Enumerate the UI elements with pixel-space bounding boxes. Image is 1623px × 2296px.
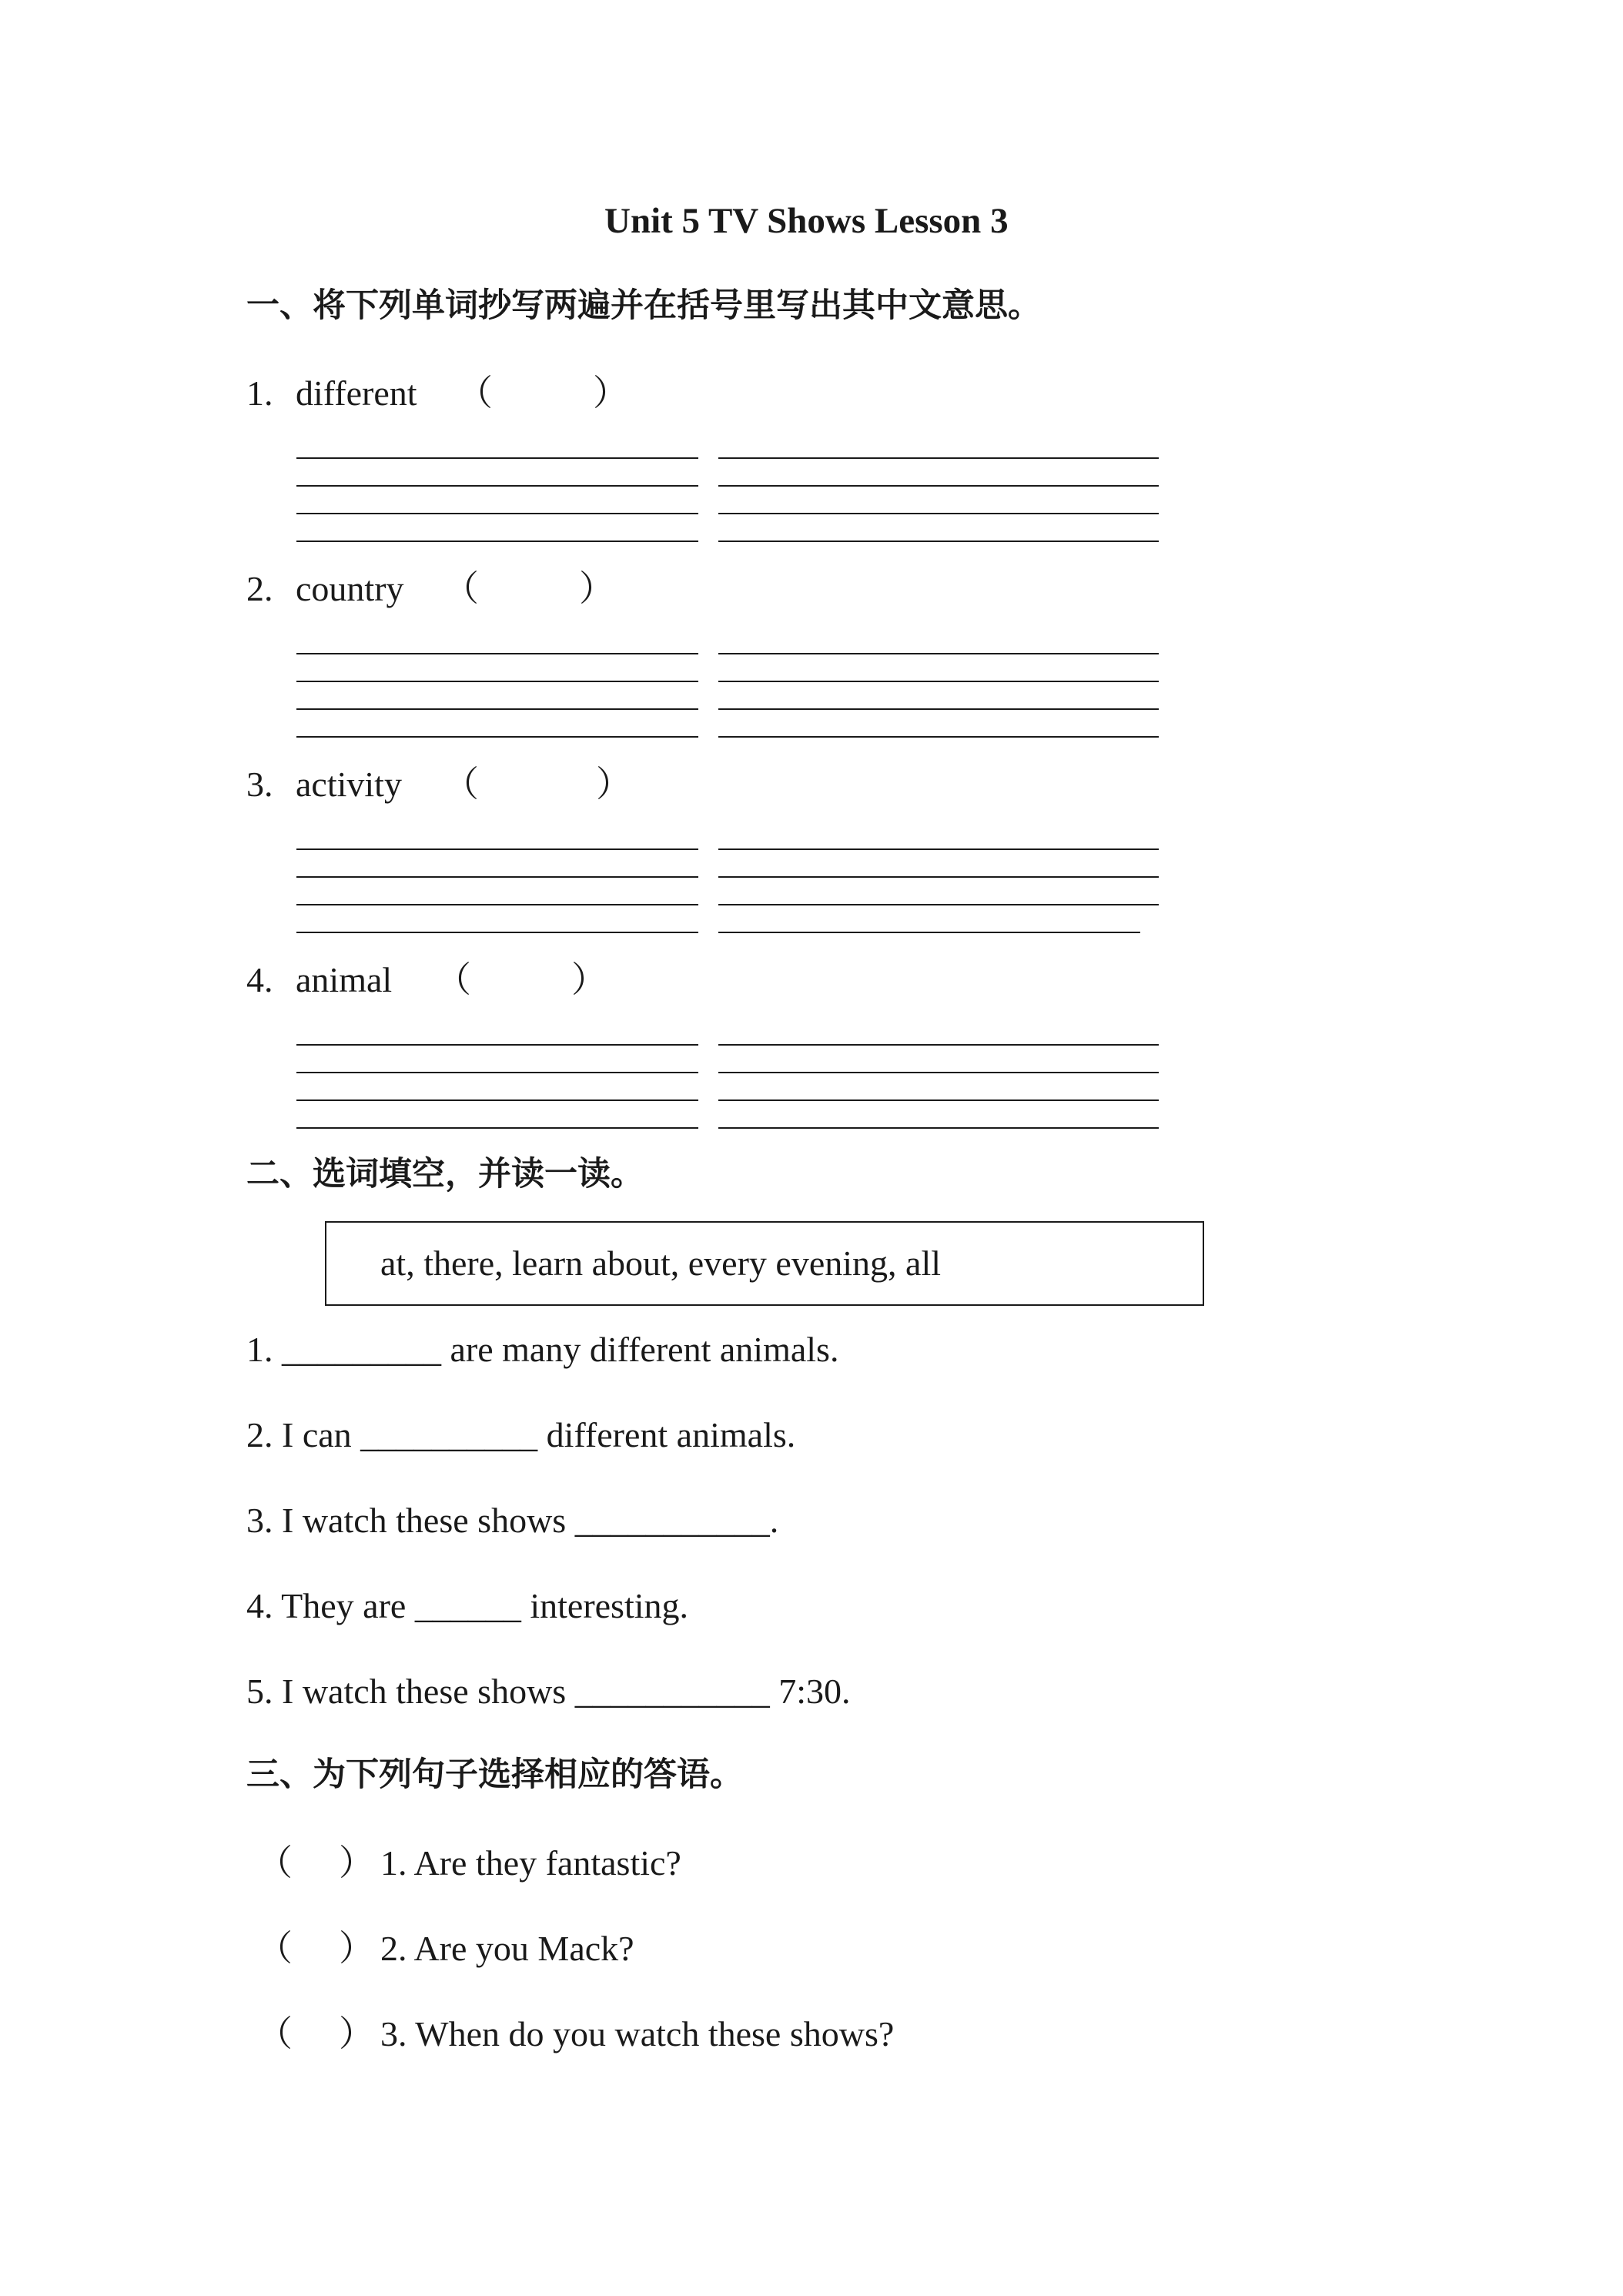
writing-line[interactable] bbox=[296, 1099, 698, 1101]
writing-line[interactable] bbox=[718, 541, 1159, 542]
writing-line[interactable] bbox=[718, 848, 1159, 850]
word-bank-box bbox=[325, 1221, 1204, 1306]
writing-line[interactable] bbox=[296, 513, 698, 514]
section-3-heading: 三、为下列句子选择相应的答语。 bbox=[246, 1755, 743, 1794]
item-number: 1. bbox=[246, 373, 273, 413]
writing-line[interactable] bbox=[296, 876, 698, 878]
writing-line[interactable] bbox=[296, 541, 698, 542]
writing-line[interactable] bbox=[718, 708, 1159, 710]
fill-blank-sentence[interactable]: 2. I can __________ different animals. bbox=[246, 1415, 796, 1454]
answer-paren-close[interactable]: ） bbox=[579, 569, 614, 608]
writing-line[interactable] bbox=[718, 1044, 1159, 1046]
fill-blank-sentence[interactable]: 1. _________ are many different animals. bbox=[246, 1330, 839, 1369]
writing-line[interactable] bbox=[296, 708, 698, 710]
page-title: Unit 5 TV Shows Lesson 3 bbox=[604, 201, 1009, 241]
section-2-heading: 二、选词填空，并读一读。 bbox=[246, 1155, 644, 1193]
writing-line[interactable] bbox=[718, 485, 1159, 487]
item-number: 3. bbox=[246, 765, 273, 804]
answer-paren-close[interactable]: ） bbox=[596, 765, 631, 804]
writing-line[interactable] bbox=[296, 681, 698, 682]
writing-line[interactable] bbox=[718, 1099, 1159, 1101]
vocab-word: different bbox=[296, 373, 417, 413]
writing-line[interactable] bbox=[296, 485, 698, 487]
item-number: 2. bbox=[246, 569, 273, 608]
writing-line[interactable] bbox=[296, 736, 698, 738]
answer-paren-close[interactable]: ） bbox=[339, 2014, 374, 2053]
writing-line[interactable] bbox=[296, 1127, 698, 1129]
answer-paren-open: （ bbox=[257, 2014, 293, 2053]
writing-line[interactable] bbox=[296, 932, 698, 933]
writing-line[interactable] bbox=[718, 457, 1159, 459]
writing-line[interactable] bbox=[718, 904, 1159, 905]
writing-line[interactable] bbox=[718, 653, 1159, 654]
writing-line[interactable] bbox=[718, 1072, 1159, 1073]
writing-line[interactable] bbox=[718, 1127, 1159, 1129]
match-question: 3. When do you watch these shows? bbox=[380, 2014, 895, 2053]
answer-paren-close[interactable]: ） bbox=[593, 373, 628, 413]
section-1-heading: 一、将下列单词抄写两遍并在括号里写出其中文意思。 bbox=[246, 286, 1041, 325]
answer-paren-open: （ bbox=[436, 960, 471, 999]
answer-paren-open: （ bbox=[257, 1843, 293, 1883]
writing-line[interactable] bbox=[718, 876, 1159, 878]
writing-line[interactable] bbox=[296, 848, 698, 850]
item-number: 4. bbox=[246, 960, 273, 999]
vocab-word: animal bbox=[296, 960, 393, 999]
writing-line[interactable] bbox=[718, 736, 1159, 738]
answer-paren-close[interactable]: ） bbox=[571, 960, 607, 999]
writing-line[interactable] bbox=[718, 681, 1159, 682]
fill-blank-sentence[interactable]: 5. I watch these shows ___________ 7:30. bbox=[246, 1672, 851, 1711]
answer-paren-open: （ bbox=[257, 1929, 293, 1968]
writing-line[interactable] bbox=[718, 932, 1140, 933]
writing-line[interactable] bbox=[296, 1044, 698, 1046]
vocab-word: activity bbox=[296, 765, 402, 804]
writing-line[interactable] bbox=[296, 653, 698, 654]
answer-paren-close[interactable]: ） bbox=[339, 1843, 374, 1883]
answer-paren-close[interactable]: ） bbox=[339, 1929, 374, 1968]
writing-line[interactable] bbox=[718, 513, 1159, 514]
writing-line[interactable] bbox=[296, 904, 698, 905]
fill-blank-sentence[interactable]: 3. I watch these shows ___________. bbox=[246, 1501, 779, 1540]
writing-line[interactable] bbox=[296, 1072, 698, 1073]
writing-line[interactable] bbox=[296, 457, 698, 459]
answer-paren-open: （ bbox=[443, 765, 479, 804]
word-bank-text: at, there, learn about, every evening, all bbox=[380, 1243, 942, 1283]
vocab-word: country bbox=[296, 569, 404, 608]
match-question: 1. Are they fantastic? bbox=[380, 1843, 681, 1883]
answer-paren-open: （ bbox=[457, 373, 493, 413]
answer-paren-open: （ bbox=[443, 569, 479, 608]
match-question: 2. Are you Mack? bbox=[380, 1929, 634, 1968]
fill-blank-sentence[interactable]: 4. They are ______ interesting. bbox=[246, 1586, 689, 1625]
